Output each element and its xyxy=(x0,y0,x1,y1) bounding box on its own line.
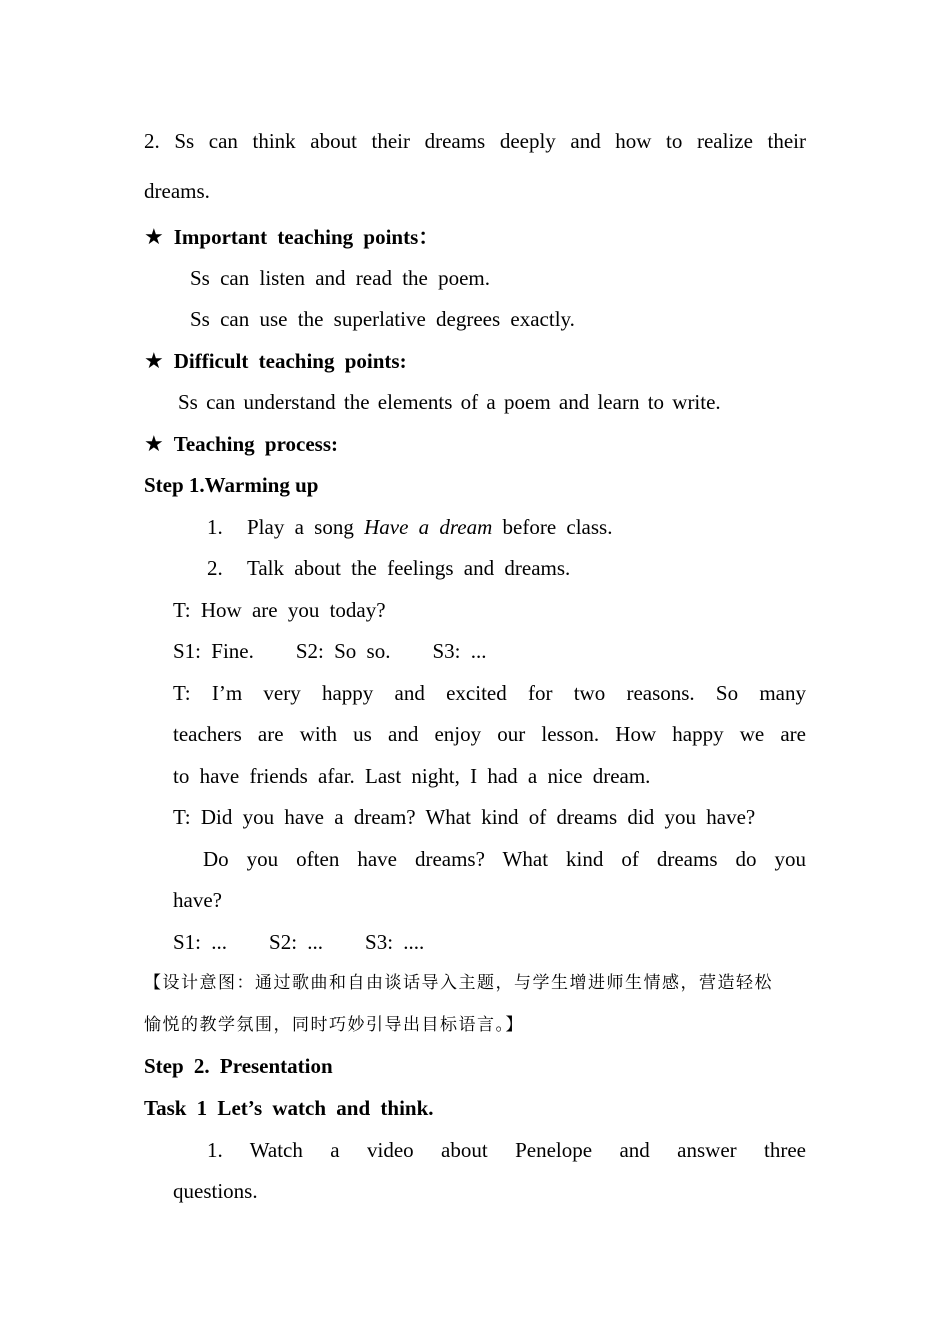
difficult-points-heading xyxy=(144,351,407,373)
student-answer: S1: Fine. xyxy=(173,639,254,663)
difficult-point-1: Ss can understand the elements of a poem and learn to write. xyxy=(178,390,721,414)
important-point-2: Ss can use the superlative degrees exactly. xyxy=(190,307,575,331)
step-1-item-1 xyxy=(207,517,612,538)
item-text-before: Play a song xyxy=(247,515,354,539)
design-intent-line-1: 【设计意图：通过歌曲和自由谈话导入主题，与学生增进师生情感，营造轻松 xyxy=(144,973,773,993)
step-1-heading: Step 1.Warming up xyxy=(144,473,319,497)
teacher-line-3-b: Do you often have dreams? What kind of dreams do you xyxy=(203,847,806,871)
student-answer: S1: ... xyxy=(173,930,228,954)
teacher-line-2-c: to have friends afar. Last night, I had a nice dream. xyxy=(173,764,651,788)
step-1-item-2 xyxy=(207,558,570,579)
star-icon: ★ xyxy=(144,349,164,374)
step-2-heading: Step 2. Presentation xyxy=(144,1054,333,1078)
item-number: 1. xyxy=(207,515,223,539)
task-1-item-1-line-1: 1. Watch a video about Penelope and answer three xyxy=(207,1138,806,1162)
teacher-line-2-b: teachers are with us and enjoy our lesson. How happy we are xyxy=(173,722,806,746)
important-point-1: Ss can listen and read the poem. xyxy=(190,266,491,290)
student-answers-1 xyxy=(173,641,487,662)
teacher-line-2-a: T: I’m very happy and excited for two reasons. So many xyxy=(173,681,806,705)
student-answer: S2: ... xyxy=(269,930,324,954)
item-number: 2. xyxy=(207,556,223,580)
task-1-item-1-line-2: questions. xyxy=(173,1179,258,1203)
teaching-process-heading xyxy=(144,434,338,456)
song-title: Have a dream xyxy=(364,515,493,539)
important-points-heading xyxy=(144,227,439,249)
student-answers-2 xyxy=(173,932,424,953)
student-answer: S2: So so. xyxy=(295,639,391,663)
item-text-after: before class. xyxy=(502,515,613,539)
student-answer: S3: ... xyxy=(432,639,487,663)
teacher-line-3-c: have? xyxy=(173,888,222,912)
objective-2-line-1: 2. Ss can think about their dreams deeply and how to realize their xyxy=(144,129,806,153)
teacher-line-1: T: How are you today? xyxy=(173,598,386,622)
star-icon: ★ xyxy=(144,432,164,457)
design-intent-line-2: 愉悦的教学氛围，同时巧妙引导出目标语言。】 xyxy=(144,1015,524,1035)
difficult-points-title: Difficult teaching points: xyxy=(173,349,407,373)
student-answer: S3: .... xyxy=(365,930,425,954)
star-icon: ★ xyxy=(144,225,164,250)
teaching-process-title: Teaching process: xyxy=(173,432,338,456)
item-text: Talk about the feelings and dreams. xyxy=(247,556,571,580)
important-points-title: Important teaching points： xyxy=(173,225,440,249)
objective-2-line-2: dreams. xyxy=(144,179,210,203)
task-1-heading: Task 1 Let’s watch and think. xyxy=(144,1096,434,1120)
teacher-line-3-a: T: Did you have a dream? What kind of dreams did you have? xyxy=(173,805,756,829)
